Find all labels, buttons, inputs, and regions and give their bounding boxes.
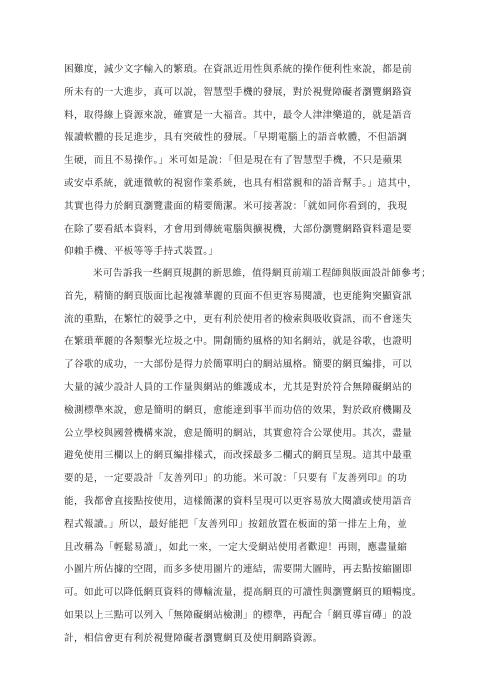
text-line: 仰賴手機、平板等等手持式裝置。」 <box>64 246 219 258</box>
text-line: 公立學校與國營機構來說，愈是簡明的網站，其實愈符合公眾使用。其次，盡量 <box>64 427 413 439</box>
text-line: 如果以上三點可以列入「無障礙網站檢測」的標準，再配合「網頁導盲磚」的設 <box>64 609 413 621</box>
text-line: 報讀軟體的長足進步，具有突破性的發展。「早期電腦上的語音軟體，不但語調 <box>64 132 408 144</box>
text-line: 了谷歌的成功，一大部份是得力於簡單明白的網站風格。簡要的網頁編排，可以 <box>64 359 413 371</box>
text-line: 程式報讀。」所以，最好能把「友善列印」按鈕放置在板面的第一排左上角，並 <box>64 518 408 530</box>
text-line: 或安卓系統，就連微軟的視窗作業系統，也具有相當親和的語音幫手。」這其中， <box>64 177 418 189</box>
text-line: 在除了要看紙本資料，才會用到傳統電腦與擴視機，大部份瀏覽網路資料還是要 <box>64 223 413 235</box>
text-line: 檢測標準來說，愈是簡明的網頁，愈能達到事半而功倍的效果，對於政府機關及 <box>64 404 413 416</box>
text-line-indented: 米可告訴我一些網頁規劃的新思維，值得網頁前端工程師與版面設計師參考； <box>93 268 432 279</box>
text-line: 避免使用三欄以上的網頁編排樣式，而改採最多二欄式的網頁呈現。這其中最重 <box>64 450 413 462</box>
text-line: 要的是，一定要設計「友善列印」的功能。米可說：「只要有『友善列印』的功 <box>64 473 408 485</box>
text-line: 困難度，減少文字輸入的繁瑣。在資訊近用性與系統的操作便利性來說，都是前 <box>64 64 413 75</box>
text-line: 且改稱為「輕鬆易讀」，如此一來，一定大受網站使用者歡迎！再則，應盡量縮 <box>64 541 408 553</box>
text-line: 計，相信會更有利於視覺障礙者瀏覽網頁及使用網路資源。 <box>64 632 323 644</box>
text-line: 小圖片所佔據的空間，而多多使用圖片的連結，需要開大圖時，再去點按縮圖即 <box>64 564 413 576</box>
text-line: 其實也得力於網頁瀏覽畫面的精要簡潔。米可接著說：「就如同你看到的，我現 <box>64 200 408 212</box>
text-line: 料，取得線上資源來說，確實是一大福音。其中，最令人津津樂道的，就是語音 <box>64 109 413 121</box>
text-line: 流的重點，在繁忙的競爭之中，更有利於使用者的檢索與吸收資訊，而不會迷失 <box>64 313 413 325</box>
text-line: 能，我都會直接點按使用，這樣簡潔的資料呈現可以更容易放大閱讀或使用語音 <box>64 495 413 507</box>
text-line: 生硬，而且不易操作。」米可如是說：「但是現在有了智慧型手機，不只是蘋果 <box>64 155 403 167</box>
paragraph-2 <box>64 263 446 651</box>
paragraph-1 <box>64 59 446 264</box>
text-line: 可。如此可以降低網頁資料的傳輸流量，提高網頁的可讀性與瀏覽網頁的順暢度。 <box>64 587 422 599</box>
text-line: 在繁瑣華麗的各類擊光垃圾之中。開創簡約風格的知名網站，就是谷歌，也證明 <box>64 336 413 348</box>
text-line: 大量的減少設計人員的工作量與網站的維護成本，尤其是對於符合無障礙網站的 <box>64 381 413 393</box>
text-line: 所未有的一大進步，真可以說，智慧型手機的發展，對於視覺障礙者瀏覽網路資 <box>64 86 413 98</box>
text-line: 首先，精簡的網頁版面比起複雜華麗的頁面不但更容易閱讀，也更能夠突顯資訊 <box>64 290 413 302</box>
